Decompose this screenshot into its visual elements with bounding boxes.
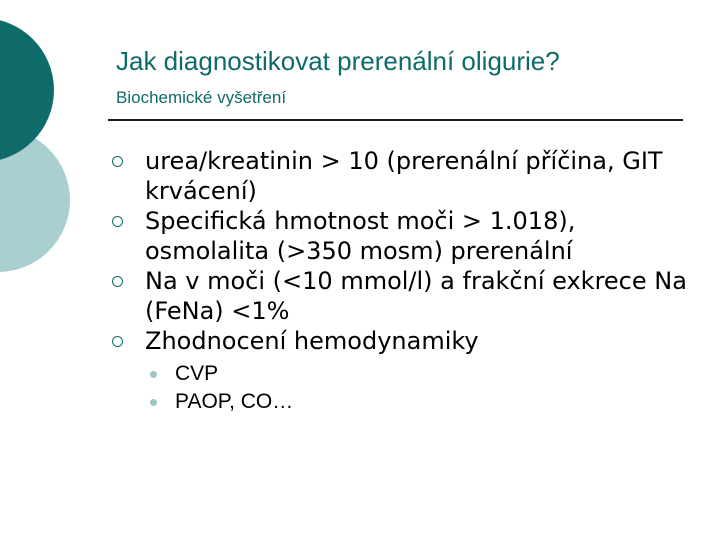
slide-subtitle: Biochemické vyšetření [116,88,287,107]
title-divider [108,119,683,121]
sub-bullet-list [145,360,698,416]
decorative-circles [0,0,110,290]
dot-bullet-icon [150,371,157,378]
sub-bullet-text: CVP [175,362,219,385]
circle-bullet-icon [112,216,123,227]
bullet-item [108,146,698,206]
bullet-text: urea/kreatinin > 10 (prerenální příčina, GIT krvácení) [145,147,663,205]
bullet-text: Zhodnocení hemodynamiky [145,327,479,355]
dark-circle [0,18,54,162]
slide-title: Jak diagnostikovat prerenální oligurie? [116,46,560,76]
bullet-item [108,206,698,266]
circle-bullet-icon [112,156,123,167]
bullet-item [108,266,698,326]
sub-bullet-item [145,360,698,388]
sub-bullet-text: PAOP, CO… [175,390,294,413]
bullet-text: Specifická hmotnost moči > 1.018), osmolalita (>350 mosm) prerenální [145,207,576,265]
circle-bullet-icon [112,276,123,287]
bullet-item [108,326,698,416]
circle-bullet-icon [112,336,123,347]
bullet-text: Na v moči (<10 mmol/l) a frakční exkrece Na (FeNa) <1% [145,267,687,325]
sub-bullet-item [145,388,698,416]
bullet-list [108,146,698,416]
dot-bullet-icon [150,399,157,406]
